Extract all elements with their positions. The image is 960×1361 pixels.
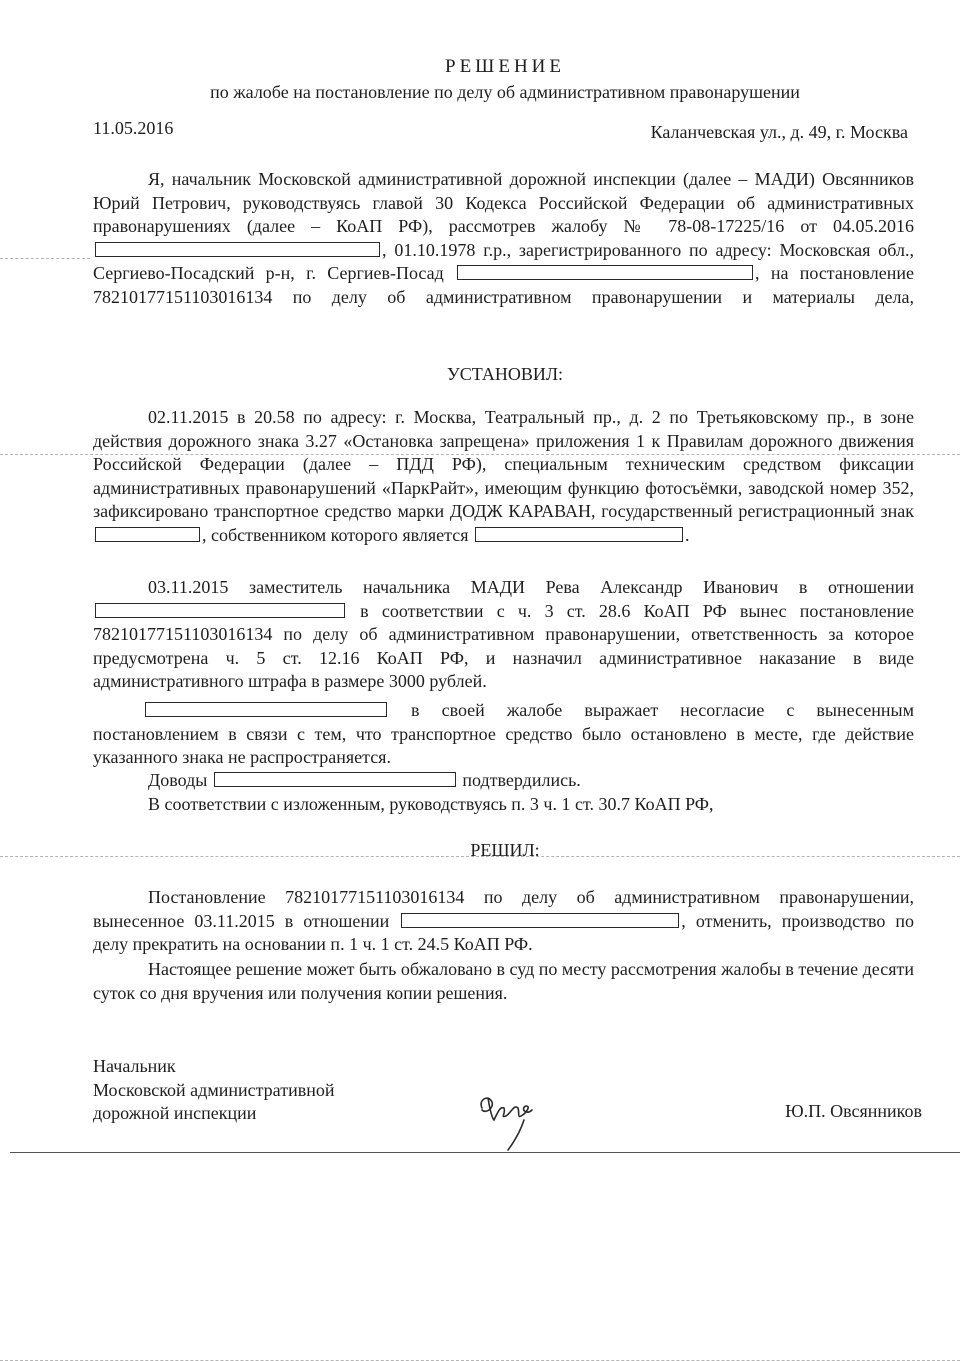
redacted-applicant-name [95, 242, 380, 257]
decided-paragraph-1 [93, 886, 914, 957]
intro-paragraph [93, 168, 914, 310]
signatory-position-line-3: дорожной инспекции [93, 1103, 257, 1124]
scan-artifact-line [0, 258, 90, 259]
handwritten-signature [470, 1080, 550, 1155]
redacted-arguments-author [214, 772, 456, 787]
decided-text-1a: Постановление 78210177151103016134 по делу об административном правонарушении, вынесенное 03.11.2015 в отношении [93, 887, 914, 931]
established-text-1c: . [684, 524, 690, 545]
document-address: Каланчевская ул., д. 49, г. Москва [650, 122, 908, 142]
established-text-3: в своей жалобе выражает несогласие с вынесенным постановлением в связи с тем, что транспортное средство было остановлено в месте, где действие указанного знака не распространяется. [93, 700, 915, 768]
decided-text-1b: , отменить, производство по делу прекратить на основании п. 1 ч. 1 ст. 24.5 КоАП РФ. [93, 910, 914, 955]
redacted-complainant-name [145, 702, 387, 717]
signatory-position-line-2: Московской административной [93, 1079, 335, 1100]
bottom-divider [10, 1152, 960, 1153]
established-paragraph-1 [93, 406, 914, 548]
scan-artifact-line [0, 454, 960, 455]
decided-paragraph-2: Настоящее решение может быть обжаловано в суд по месту рассмотрения жалобы в течение десяти суток со дня вручения или получения копии решения. [93, 959, 914, 1003]
signatory-name: Ю.П. Овсянников [785, 1101, 922, 1121]
intro-text-1: Я, начальник Московской административной дорожной инспекции (далее – МАДИ) Овсянников Юрий Петрович, руководствуясь главой 30 Кодекса Российской Федерации об административных правонарушениях (далее – КоАП РФ), рассмотрев жалобу № 78-08-17225/16 от 04.05.2016 [93, 169, 914, 237]
intro-text-3: , на постановление 78210177151103016134 по делу об административном правонарушении и материалы дела, [93, 263, 915, 307]
redacted-decision-subject [401, 913, 679, 928]
signatory-position-line-1: Начальник [93, 1056, 176, 1076]
established-paragraph-3 [93, 699, 914, 770]
signatory-position [93, 1055, 334, 1126]
scan-artifact-line [0, 856, 960, 857]
established-text-1a: 02.11.2015 в 20.58 по адресу: г. Москва, Театральный пр., д. 2 по Третьяковскому пр., в зоне действия дорожного знака 3.27 «Остановка запрещена» приложения 1 к Правилам дорожного движения Российской Федерации (далее – ПДД РФ), специальным техническим средством фиксации административных правонарушений «ПаркРайт», имеющим функцию фотосъёмки, заводской номер 352, зафиксировано транспортное средство марки ДОДЖ КАРАВАН, государственный регистрационный знак [93, 407, 914, 522]
document-subtitle: по жалобе на постановление по делу об административном правонарушении [210, 82, 800, 102]
established-paragraph-5: В соответствии с изложенным, руководствуясь п. 3 ч. 1 ст. 30.7 КоАП РФ, [148, 794, 714, 814]
established-text-2b: в соответствии с ч. 3 ст. 28.6 КоАП РФ вынес постановление 78210177151103016134 по делу об административном правонарушении, ответственность за которое предусмотрена ч. 5 ст. 12.16 КоАП РФ, и назначил административное наказание в виде административного штрафа в размере 3000 рублей. [93, 600, 915, 692]
document-date: 11.05.2016 [93, 118, 174, 138]
established-heading: УСТАНОВИЛ: [446, 364, 564, 384]
established-text-2a: 03.11.2015 заместитель начальника МАДИ Рева Александр Иванович в отношении [148, 577, 914, 597]
redacted-applicant-address [457, 265, 753, 280]
established-text-4a: Доводы [148, 770, 208, 790]
established-paragraph-2 [93, 576, 914, 694]
established-text-4b: подтвердились. [462, 770, 581, 790]
redacted-offender-name [95, 603, 345, 618]
redacted-plate-number [95, 527, 200, 542]
established-paragraph-4 [93, 769, 914, 793]
document-title: РЕШЕНИЕ [445, 56, 565, 77]
established-text-1b: , собственником которого является [202, 524, 469, 545]
redacted-owner-name [475, 527, 683, 542]
intro-text-2: , 01.10.1978 г.р., зарегистрированного по адресу: Московская обл., Сергиево-Посадский р-н, г. Сергиев-Посад [93, 239, 914, 284]
decided-heading: РЕШИЛ: [470, 840, 540, 860]
